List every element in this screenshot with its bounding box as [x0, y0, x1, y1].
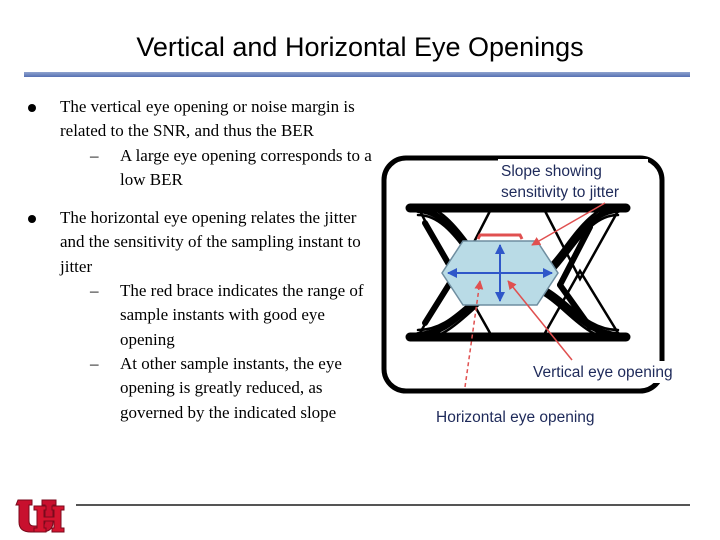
footer-divider	[76, 504, 690, 506]
slope-label-line1: Slope showing	[501, 163, 602, 180]
title-divider	[24, 72, 690, 77]
bullet-dot-icon	[28, 215, 36, 223]
uh-logo-icon	[14, 496, 74, 536]
bullet-list	[28, 95, 378, 435]
dash-marker: –	[90, 353, 99, 373]
sub-bullet-item	[90, 279, 378, 352]
dash-marker: –	[90, 145, 99, 165]
bullet-text: The vertical eye opening or noise margin is related to the SNR, and thus the BER	[60, 97, 355, 141]
slide-title: Vertical and Horizontal Eye Openings	[136, 32, 584, 62]
horizontal-label: Horizontal eye opening	[436, 409, 595, 426]
bullet-item	[28, 206, 378, 425]
bullet-dot-icon	[28, 104, 36, 112]
slope-label-line2: sensitivity to jitter	[501, 184, 620, 201]
bullet-text: The horizontal eye opening relates the jitter and the sensitivity of the sampling instant to jitter	[60, 208, 361, 276]
sub-bullet-item	[90, 352, 378, 425]
sub-bullet-text: A large eye opening corresponds to a low BER	[120, 145, 372, 189]
sub-bullet-text: At other sample instants, the eye opening is greatly reduced, as governed by the indicated slope	[120, 353, 342, 422]
dash-marker: –	[90, 281, 99, 301]
sub-bullet-item	[90, 144, 378, 193]
eye-diagram-figure	[380, 155, 710, 435]
bullet-item	[28, 95, 378, 192]
vertical-label: Vertical eye opening	[533, 364, 673, 381]
sub-bullet-text: The red brace indicates the range of sample instants with good eye opening	[120, 281, 364, 349]
